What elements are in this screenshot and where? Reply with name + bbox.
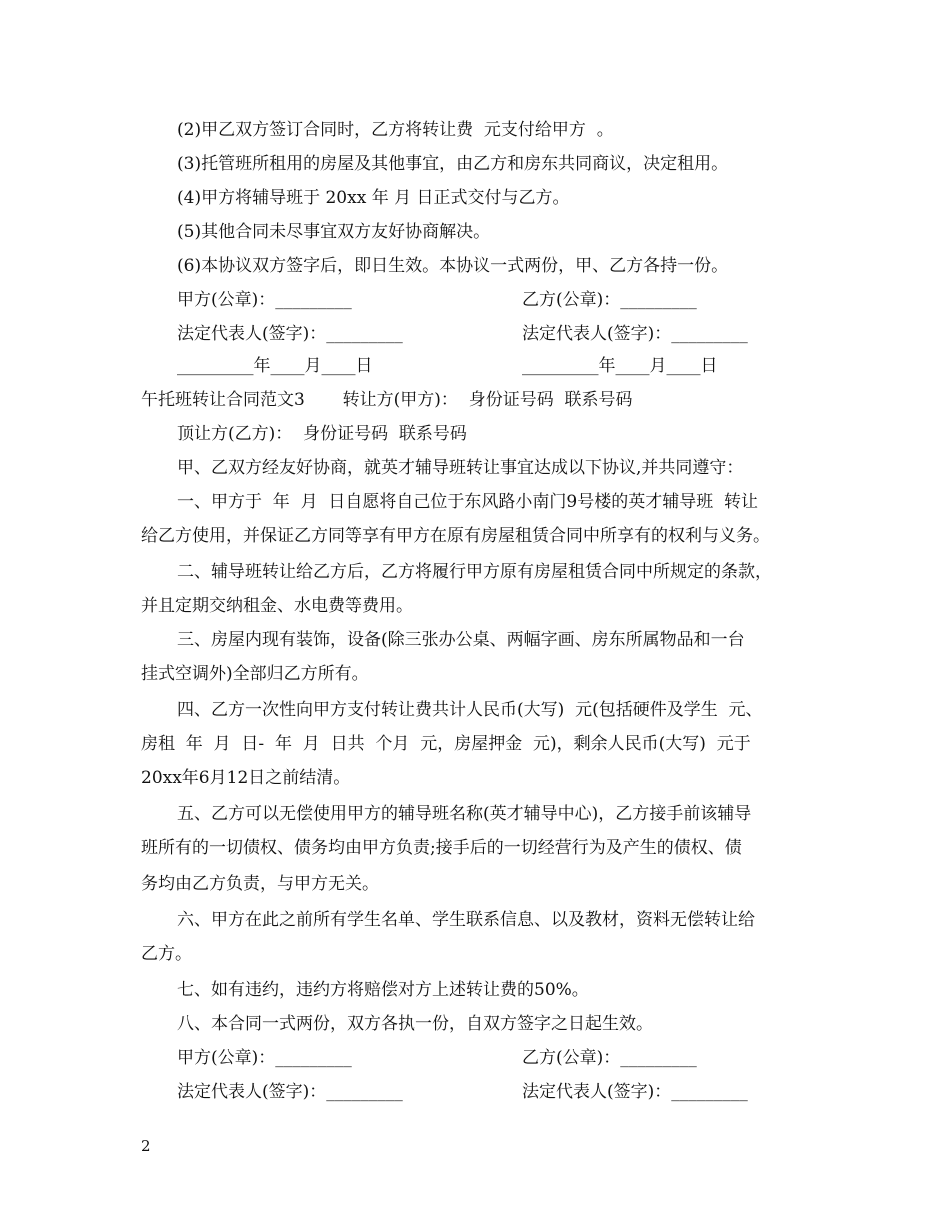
party-a-date: _________年____月____日 — [177, 356, 373, 376]
article-8: 八、本合同一式两份，双方各执一份，自双方签字之日起生效。 — [177, 1014, 653, 1034]
article-1-line-2: 给乙方使用，并保证乙方同等享有甲方在原有房屋租赁合同中所享有的权利与义务。 — [141, 526, 770, 546]
article-6-line-1: 六、甲方在此之前所有学生名单、学生联系信息、以及教材，资料无偿转让给 — [177, 910, 755, 930]
clause-3: (3)托管班所租用的房屋及其他事宜，由乙方和房东共同商议，决定租用。 — [177, 154, 729, 174]
party-a-representative: 法定代表人(签字)：_________ — [177, 324, 403, 344]
clause-5: (5)其他合同未尽事宜双方友好协商解决。 — [177, 222, 491, 242]
assignee-line: 顶让方(乙方)： 身份证号码 联系号码 — [177, 424, 467, 444]
article-5-line-2: 班所有的一切债权、债务均由甲方负责;接手后的一切经营行为及产生的债权、债 — [141, 838, 742, 858]
party-a-seal-2: 甲方(公章)：_________ — [177, 1048, 352, 1068]
article-4-line-2: 房租 年 月 日- 年 月 日共 个月 元，房屋押金 元)，剩余人民币(大写) 元于 — [141, 734, 751, 754]
contract-heading: 午托班转让合同范文3 转让方(甲方)： 身份证号码 联系号码 — [141, 390, 633, 410]
party-b-representative-2: 法定代表人(签字)：_________ — [522, 1082, 748, 1102]
clause-4: (4)甲方将辅导班于 20xx 年 月 日正式交付与乙方。 — [177, 188, 570, 208]
article-7: 七、如有违约，违约方将赔偿对方上述转让费的50%。 — [177, 980, 589, 1000]
party-a-seal: 甲方(公章)：_________ — [177, 290, 352, 310]
party-b-seal: 乙方(公章)：_________ — [522, 290, 697, 310]
article-2-line-1: 二、辅导班转让给乙方后，乙方将履行甲方原有房屋租赁合同中所规定的条款， — [177, 562, 772, 582]
article-5-line-1: 五、乙方可以无偿使用甲方的辅导班名称(英才辅导中心)，乙方接手前该辅导 — [177, 804, 752, 824]
clause-2: (2)甲乙双方签订合同时，乙方将转让费 元支付给甲方 。 — [177, 120, 614, 140]
article-3-line-2: 挂式空调外)全部归乙方所有。 — [141, 664, 369, 684]
party-a-representative-2: 法定代表人(签字)：_________ — [177, 1082, 403, 1102]
page-number: 2 — [141, 1137, 151, 1155]
party-b-date: _________年____月____日 — [522, 356, 718, 376]
article-1-line-1: 一、甲方于 年 月 日自愿将自己位于东风路小南门9号楼的英才辅导班 转让 — [177, 492, 759, 512]
party-b-seal-2: 乙方(公章)：_________ — [522, 1048, 697, 1068]
clause-6: (6)本协议双方签字后，即日生效。本协议一式两份，甲、乙方各持一份。 — [177, 256, 729, 276]
article-2-line-2: 并且定期交纳租金、水电费等费用。 — [141, 596, 413, 616]
article-4-line-3: 20xx年6月12日之前结清。 — [141, 768, 351, 788]
party-b-representative: 法定代表人(签字)：_________ — [522, 324, 748, 344]
article-4-line-1: 四、乙方一次性向甲方支付转让费共计人民币(大写) 元(包括硬件及学生 元、 — [177, 700, 763, 720]
article-6-line-2: 乙方。 — [141, 944, 192, 964]
article-5-line-3: 务均由乙方负责，与甲方无关。 — [141, 874, 379, 894]
preamble: 甲、乙双方经友好协商，就英才辅导班转让事宜达成以下协议,并共同遵守： — [177, 458, 744, 478]
article-3-line-1: 三、房屋内现有装饰，设备(除三张办公桌、两幅字画、房东所属物品和一台 — [177, 630, 745, 650]
